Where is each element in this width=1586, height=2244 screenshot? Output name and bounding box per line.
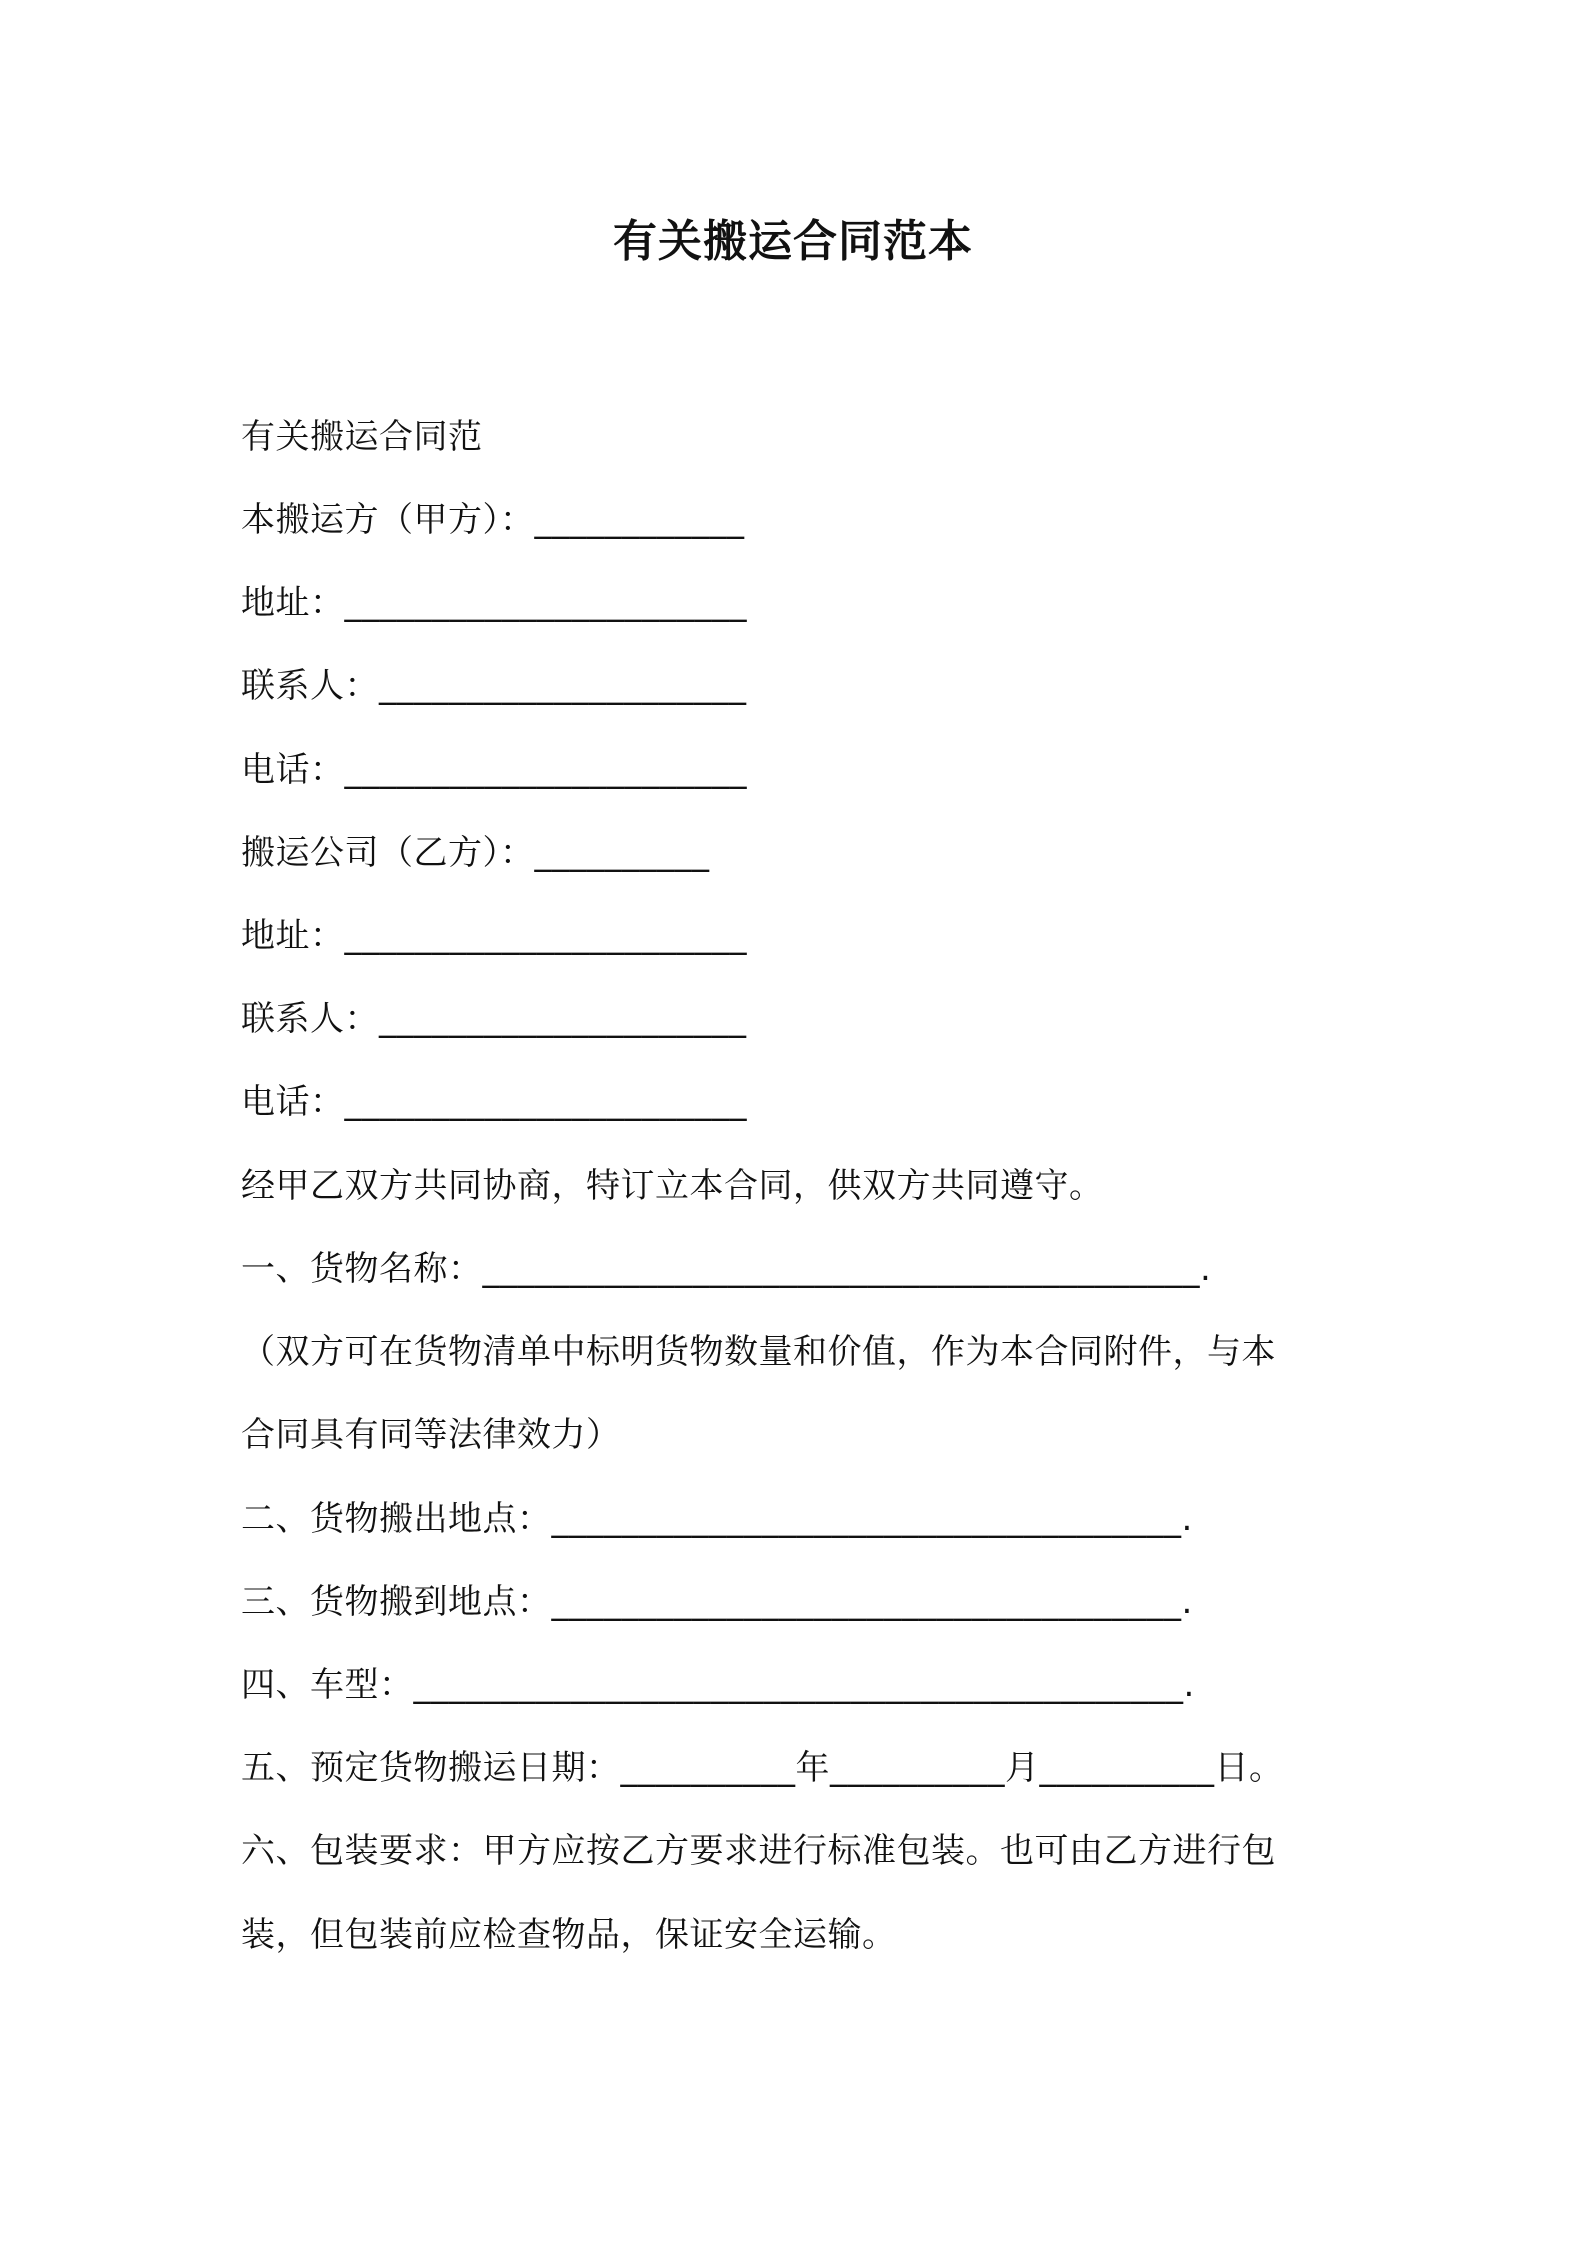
party-b-name-line: 搬运公司（乙方）：__________ bbox=[241, 833, 710, 873]
document-title: 有关搬运合同范本 bbox=[613, 216, 973, 267]
clause-6-packaging-line-2: 装，但包装前应检查物品，保证安全运输。 bbox=[241, 1915, 897, 1955]
party-b-contact-line: 联系人：_____________________ bbox=[241, 999, 747, 1039]
party-a-contact-line: 联系人：_____________________ bbox=[241, 666, 747, 706]
clause-4-vehicle-type: 四、车型：____________________________________________. bbox=[241, 1665, 1195, 1705]
section-heading: 有关搬运合同范 bbox=[241, 417, 483, 457]
party-a-phone-line: 电话：_______________________ bbox=[241, 750, 747, 790]
party-a-name-line: 本搬运方（甲方）：____________ bbox=[241, 500, 745, 540]
clause-3-destination: 三、货物搬到地点：____________________________________. bbox=[241, 1582, 1193, 1622]
clause-1-note-line-1: （双方可在货物清单中标明货物数量和价值，作为本合同附件，与本 bbox=[241, 1332, 1276, 1372]
agreement-intro: 经甲乙双方共同协商，特订立本合同，供双方共同遵守。 bbox=[241, 1166, 1104, 1206]
clause-2-origin: 二、货物搬出地点：____________________________________. bbox=[241, 1499, 1193, 1539]
clause-5-date: 五、预定货物搬运日期：__________年__________月__________日。 bbox=[241, 1748, 1284, 1788]
party-b-address-line: 地址：_______________________ bbox=[241, 916, 747, 956]
clause-1-goods-name: 一、货物名称：_________________________________________. bbox=[241, 1249, 1212, 1289]
clause-6-packaging-line-1: 六、包装要求：甲方应按乙方要求进行标准包装。也可由乙方进行包 bbox=[241, 1831, 1276, 1871]
party-b-phone-line: 电话：_______________________ bbox=[241, 1082, 747, 1122]
party-a-address-line: 地址：_______________________ bbox=[241, 583, 747, 623]
clause-1-note-line-2: 合同具有同等法律效力） bbox=[241, 1415, 621, 1455]
